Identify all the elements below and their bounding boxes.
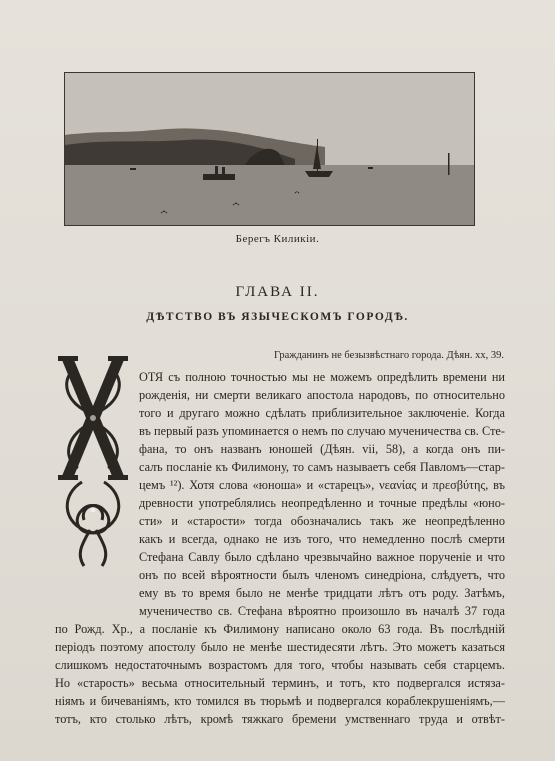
paragraph-line-2: рожденія, ни смерти великаго апостола народовъ, по относительно — [139, 388, 505, 402]
paragraph-line-6: салъ посланіе къ Филимону, то самъ называетъ себя Павломъ—стар- — [139, 460, 505, 474]
paragraph-line-8: древности употреблялись неопредѣленно и точные предѣлы «юно- — [139, 496, 505, 510]
paragraph-line-7: цемъ ¹²). Хотя слова «юноша» и «старецъ», νεανίας и πρεσβύτης, въ — [139, 478, 505, 492]
paragraph-line-14: мученичество св. Стефана вѣроятно произошло въ началѣ 37 года — [139, 604, 505, 618]
paragraph-line-20: тотъ, кто столько лѣтъ, кромѣ тяжкаго бремени умственнаго труда и отвѣт- — [55, 712, 505, 726]
paragraph-line-9: сти» и «старости» тогда обозначались такъ же неопредѣленно — [139, 514, 505, 528]
paragraph-line-1: ОТЯ съ полною точностью мы не можемъ опредѣлить времени ни — [139, 370, 505, 384]
paragraph-line-3: того и другаго можно сдѣлать приблизительное заключеніе. Когда — [139, 406, 505, 420]
paragraph-line-4: въ первый разъ упоминается о немъ по случаю мученичества св. Сте- — [139, 424, 505, 438]
chapter-title: ГЛАВА II. — [235, 284, 320, 300]
paragraph-line-19: ніямъ и бичеваніямъ, кто томился въ тюрьмѣ и подвергался кораблекрушеніямъ,— — [55, 694, 505, 708]
paragraph-line-16: періодъ поэтому апостолу было не менѣе шестидесяти лѣтъ. Это можетъ казаться — [55, 640, 505, 654]
paragraph-line-10: какъ и всегда, однако не изъ того, что немедленно послѣ смерти — [139, 532, 505, 546]
paragraph-line-11: Стефана Савлу было сдѣлано чрезвычайно важное порученіе и что — [139, 550, 505, 564]
paragraph-line-5: фана, то онъ названъ юношей (Дѣян. vii, 58), а когда онъ пи- — [139, 442, 505, 456]
epigraph: Гражданинъ не безызвѣстнаго города. Дѣян. хх, 39. — [273, 350, 504, 361]
ornamental-initial-letter — [54, 354, 132, 574]
ornament-knot-icon — [54, 354, 132, 574]
illustration-caption: Берегъ Киликіи. — [235, 233, 320, 245]
paragraph-line-12: онъ по всей вѣроятности былъ членомъ синедріона, слѣдуетъ, что — [139, 568, 505, 582]
paragraph-line-13: ему въ то время было не менѣе тридцати лѣтъ отъ роду. Затѣмъ, — [139, 586, 505, 600]
paragraph-line-15: по Рожд. Хр., а посланіе къ Филимону написано около 63 года. Въ послѣдній — [55, 622, 505, 636]
engraving-picture — [65, 73, 474, 225]
paragraph-line-18: Но «старость» весьма относительный терминъ, и тотъ, кто подвергался истяза- — [55, 676, 505, 690]
coast-engraving-illustration — [64, 72, 475, 226]
chapter-subtitle: ДѢТСТВО ВЪ ЯЗЫЧЕСКОМЪ ГОРОДѢ. — [146, 311, 409, 323]
paragraph-line-17: слишкомъ недостаточнымъ возрастомъ для того, чтобы называть себя старцемъ. — [55, 658, 505, 672]
